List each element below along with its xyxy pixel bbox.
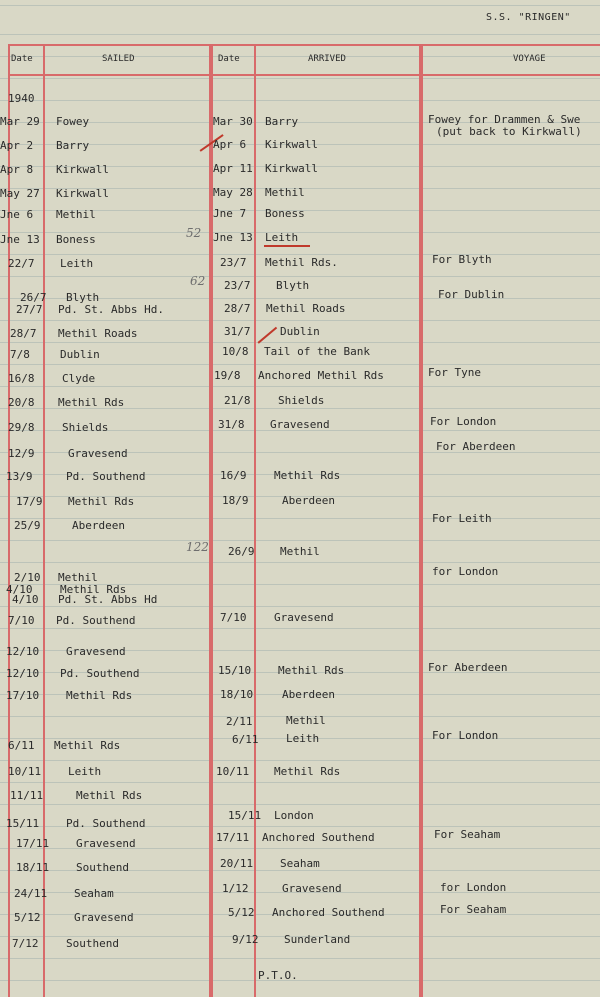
log-entry-text: Gravesend	[74, 911, 134, 924]
log-entry-text: Kirkwall	[265, 162, 318, 175]
log-entry-text: For Leith	[432, 512, 492, 525]
log-entry-text: 20/11	[220, 857, 254, 870]
log-entry-text: Leith	[286, 732, 320, 745]
log-entry-text: 11/11	[10, 789, 44, 802]
log-entry-text: Methil Rds	[76, 789, 143, 802]
arrived-voyage-rule-2	[421, 44, 423, 997]
log-entry-text: Anchored Southend	[262, 831, 375, 844]
log-entry-text: 12/10	[6, 645, 40, 658]
log-entry-text: Gravesend	[76, 837, 136, 850]
log-entry-text: Gravesend	[66, 645, 126, 658]
log-entry-text: 17/11	[216, 831, 250, 844]
log-entry-text: Aberdeen	[282, 688, 335, 701]
header-bottom-rule	[8, 74, 600, 76]
year-label: 1940	[8, 92, 35, 105]
log-entry-text: Methil Rds	[274, 469, 341, 482]
log-entry-text: 2/10	[14, 571, 41, 584]
log-entry-text: Jne 6	[0, 208, 34, 221]
log-entry-text: Anchored Methil Rds	[258, 369, 384, 382]
log-entry-text: Jne 7	[213, 207, 247, 220]
log-entry-text: 27/7	[16, 303, 43, 316]
log-entry-text: London	[274, 809, 314, 822]
log-entry-text: 17/9	[16, 495, 43, 508]
log-entry-text: Dublin	[60, 348, 100, 361]
log-entry-text: Southend	[76, 861, 129, 874]
log-entry-text: 7/8	[10, 348, 30, 361]
log-entry-text: 23/7	[220, 256, 247, 269]
log-entry-text: Jne 13	[0, 233, 40, 246]
log-entry-text: Southend	[66, 937, 119, 950]
log-entry-text: Tail of the Bank	[264, 345, 370, 358]
log-entry-text: Methil	[286, 714, 326, 727]
log-entry-text: Apr 6	[213, 138, 247, 151]
log-entry-text: 26/7	[20, 291, 47, 304]
sailed-date-header: Date	[11, 54, 33, 64]
log-entry-text: 24/11	[14, 887, 48, 900]
log-entry-text: 4/10	[12, 593, 39, 606]
log-entry-text: Seaham	[74, 887, 114, 900]
log-entry-text: Apr 2	[0, 139, 34, 152]
log-entry-text: Seaham	[280, 857, 320, 870]
log-entry-text: 17/10	[6, 689, 40, 702]
log-entry-text: Methil	[280, 545, 320, 558]
log-entry-text: For Aberdeen	[436, 440, 516, 453]
log-entry-text: 16/9	[220, 469, 247, 482]
log-entry-text: For Seaham	[434, 828, 501, 841]
log-entry-text: Methil Roads	[58, 327, 138, 340]
arrived-header: ARRIVED	[308, 54, 346, 64]
log-entry-text: Barry	[56, 139, 90, 152]
log-entry-text: Aberdeen	[282, 494, 335, 507]
log-entry-text: 12/10	[6, 667, 40, 680]
pencil-annotation: 52	[186, 226, 202, 240]
log-entry-text: Methil Rds	[58, 396, 125, 409]
log-entry-text: Jne 13	[213, 231, 253, 244]
sailed-header: SAILED	[102, 54, 135, 64]
log-entry-text: 23/7	[224, 279, 251, 292]
log-entry-text: 13/9	[6, 470, 33, 483]
log-entry-text: 28/7	[224, 302, 251, 315]
log-entry-text: Mar 29	[0, 115, 40, 128]
log-entry-text: 31/7	[224, 325, 251, 338]
log-entry-text: Blyth	[276, 279, 310, 292]
log-entry-text: 26/9	[228, 545, 255, 558]
log-entry-text: Methil	[265, 186, 305, 199]
log-entry-text: Mar 30	[213, 115, 253, 128]
log-entry-text: Fowey for Drammen & Swe	[428, 113, 581, 126]
log-entry-text: Pd. Southend	[60, 667, 140, 680]
log-entry-text: Methil	[58, 571, 98, 584]
log-entry-text: Gravesend	[274, 611, 334, 624]
log-entry-text: 6/11	[8, 739, 35, 752]
log-entry-text: 15/11	[6, 817, 40, 830]
arrived-date-rule	[254, 44, 256, 997]
log-entry-text: May 27	[0, 187, 40, 200]
log-entry-text: Blyth	[66, 291, 100, 304]
log-entry-text: (put back to Kirkwall)	[436, 125, 582, 138]
log-entry-text: Clyde	[62, 372, 96, 385]
log-entry-text: Aberdeen	[72, 519, 125, 532]
log-entry-text: Barry	[265, 115, 299, 128]
log-entry-text: Methil	[56, 208, 96, 221]
log-entry-text: 7/12	[12, 937, 39, 950]
log-entry-text: Kirkwall	[56, 187, 109, 200]
arrived-date-header: Date	[218, 54, 240, 64]
log-entry-text: Fowey	[56, 115, 90, 128]
log-entry-text: 5/12	[14, 911, 41, 924]
log-entry-text: Leith	[60, 257, 94, 270]
pto-note: P.T.O.	[258, 969, 298, 982]
log-entry-text: Boness	[265, 207, 305, 220]
log-entry-text: 7/10	[220, 611, 247, 624]
pencil-annotation: 62	[190, 274, 206, 288]
log-entry-text: For Blyth	[432, 253, 492, 266]
log-entry-text: Anchored Southend	[272, 906, 385, 919]
log-entry-text: Pd. Southend	[56, 614, 136, 627]
log-entry-text: Shields	[278, 394, 325, 407]
log-entry-text: 31/8	[218, 418, 245, 431]
log-entry-text: For London	[432, 729, 499, 742]
log-entry-text: Boness	[56, 233, 96, 246]
log-entry-text: Methil Rds	[278, 664, 345, 677]
log-entry-text: 25/9	[14, 519, 41, 532]
log-entry-text: 9/12	[232, 933, 259, 946]
log-entry-text: 29/8	[8, 421, 35, 434]
log-entry-text: 7/10	[8, 614, 35, 627]
log-entry-text: Apr 11	[213, 162, 253, 175]
log-entry-text: 1/12	[222, 882, 249, 895]
log-entry-text: 2/11	[226, 715, 253, 728]
log-entry-text: Pd. Southend	[66, 817, 146, 830]
red-check-mark-dublin	[258, 327, 277, 344]
log-entry-text: Methil Rds	[54, 739, 121, 752]
log-entry-text: For Aberdeen	[428, 661, 508, 674]
log-entry-text: 6/11	[232, 733, 259, 746]
log-entry-text: for London	[432, 565, 499, 578]
log-entry-text: 12/9	[8, 447, 35, 460]
log-entry-text: 17/11	[16, 837, 50, 850]
sailed-date-rule	[43, 44, 45, 997]
log-entry-text: Dublin	[280, 325, 320, 338]
log-entry-text: For Dublin	[438, 288, 505, 301]
log-entry-text: 5/12	[228, 906, 255, 919]
log-entry-text: Methil Rds	[274, 765, 341, 778]
log-entry-text: Shields	[62, 421, 109, 434]
log-entry-text: Pd. St. Abbs Hd	[58, 593, 158, 606]
log-entry-text: 15/10	[218, 664, 252, 677]
log-entry-text: 4/10	[6, 583, 33, 596]
log-entry-text: 19/8	[214, 369, 241, 382]
log-entry-text: Leith	[265, 231, 299, 244]
log-entry-text: For Tyne	[428, 366, 481, 379]
log-entry-text: 21/8	[224, 394, 251, 407]
log-entry-text: Gravesend	[68, 447, 128, 460]
pencil-annotation: 122	[186, 540, 209, 554]
log-entry-text: For Seaham	[440, 903, 507, 916]
log-entry-text: 18/11	[16, 861, 50, 874]
log-entry-text: Methil Rds	[60, 583, 127, 596]
log-entry-text: Sunderland	[284, 933, 351, 946]
log-entry-text: 10/8	[222, 345, 249, 358]
log-entry-text: Apr 8	[0, 163, 34, 176]
log-entry-text: Pd. Southend	[66, 470, 146, 483]
log-entry-text: 22/7	[8, 257, 35, 270]
log-entry-text: 28/7	[10, 327, 37, 340]
header-top-rule	[8, 44, 600, 46]
log-entry-text: Gravesend	[282, 882, 342, 895]
log-entry-text: 10/11	[216, 765, 250, 778]
log-entry-text: 18/9	[222, 494, 249, 507]
log-entry-text: 15/11	[228, 809, 262, 822]
log-entry-text: 18/10	[220, 688, 254, 701]
log-entry-text: Kirkwall	[265, 138, 318, 151]
log-entry-text: Methil Rds.	[265, 256, 338, 269]
log-entry-text: Methil Rds	[68, 495, 135, 508]
log-entry-text: Leith	[68, 765, 102, 778]
ship-name: S.S. "RINGEN"	[486, 12, 571, 23]
log-entry-text: Methil Roads	[266, 302, 346, 315]
log-entry-text: for London	[440, 881, 507, 894]
log-entry-text: Methil Rds	[66, 689, 133, 702]
log-entry-text: For London	[430, 415, 497, 428]
log-entry-text: 16/8	[8, 372, 35, 385]
voyage-header: VOYAGE	[513, 54, 546, 64]
log-entry-text: Gravesend	[270, 418, 330, 431]
log-entry-text: 20/8	[8, 396, 35, 409]
log-entry-text: 10/11	[8, 765, 42, 778]
log-entry-text: Kirkwall	[56, 163, 109, 176]
log-entry-text: May 28	[213, 186, 253, 199]
log-entry-text: Pd. St. Abbs Hd.	[58, 303, 164, 316]
red-underline-leith	[264, 245, 310, 247]
